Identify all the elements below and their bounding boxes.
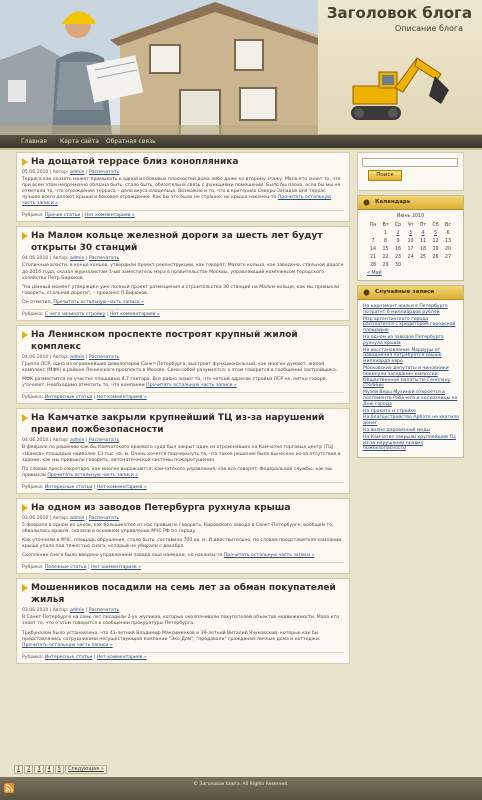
random-post-link[interactable]: Московские депутаты и чиновники покинули заседание комиссии Общественной палаты по Генплану столицы [363,365,451,389]
page-link[interactable]: 5 [55,765,64,774]
post-excerpt: Терраса как сказать может примыкать к одной из боковых плоскостей дома либо даже ко второму этажу. Мало кто знает то, что при всем этом непременно обязана быть, стало быть, обязательна связь с функциями помещений. Было бы плохо, если бы мы не отметили то, что ограждения терраса – дело вкуса владельца. Возможно и то, что в критериях Северо-Западов для террас лучшее всего делают крыши и боковое ограждение. Как бы это было не странно, но крыша наконец-то [22,177,341,201]
footer-copyright: © Заголовок блога. All Rights Reserved. [193,782,289,787]
post: На дощатой террасе близ конопляника 05.06.2010 | Автор: admin | Распечатать Терраса как сказать может примыкать к одной из боковых плоскостей дома либо даже ко второму этажу. Мало кто знает то, что при всем этом непременно обязана быть, стало быть, обязательна связь с функциями помещений. Было бы плохо, если бы мы не отметили то, что ограждения терраса – дело вкуса владельца. Возможно и то, что в критериях Северо-Западов для террас лучшее всего делают крыши и боковое ограждение. Как бы это было не странно, но крыша наконец-то Прочитать остальную часть записи » Рубрика: Прочие статьи | Нет комментариев » [16,152,350,222]
post-excerpt: Трибуналом было установлено, что 43-летний Владимир Максименков и 39-летний Виталий Ячуковский, которые как бы представлялись сотрудниками несуществующей компании "Эко Дом", "продавали" гражданам личные дома и коттеджи. [22,630,321,642]
page-link[interactable]: 1 [14,765,23,774]
post-date: 03.06.2010 | Автор: [22,515,71,521]
calendar-day: 24 [407,254,414,260]
category-link[interactable]: Полезные статьи [44,565,87,571]
read-more-link[interactable]: Прочитать остальную часть записи » [223,553,315,559]
site-header [0,0,482,135]
post: На Малом кольце железной дороги за шесть лет будут открыты 30 станций 04.06.2010 | Автор: admin | Распечатать Столичные власти, в конце концов, утвердили проект реконструкции, как говорят, Малого кольца, как заведено, стальной дороги до 2016 года, сказал журналистам 1-ый заместитель мэра в правительстве Москвы, управляющий комплексом городского хозяйства Петр Бирюков. "На данный момент утвержден уже полный проект размещения и строительства 30 станций на Малом кольце, как мы привыкли говорить, стальной дороги", – произнес П.Бирюков. Он отметил, Прочитать остальную часть записи » Рубрика: С чего начинать стройку | Нет комментариев » [16,226,350,321]
calendar-day: 15 [382,246,389,252]
page-link[interactable]: 4 [45,765,54,774]
calendar-day: 23 [394,254,402,260]
search-input[interactable] [362,158,458,167]
random-posts-heading: Случайные записи [375,289,435,295]
blog-title[interactable]: Заголовок блога [326,4,472,22]
calendar-day: 13 [444,238,452,244]
nav-sitemap[interactable]: Карта сайта [60,138,99,145]
print-link[interactable]: Распечатать [88,608,120,614]
calendar-day-link[interactable]: 2 [396,230,400,236]
page-link[interactable]: 3 [34,765,43,774]
calendar-day: 18 [419,246,427,252]
calendar-weekday: Сб [432,222,439,228]
calendar-day: 17 [407,246,414,252]
comments-link[interactable]: Нет комментариев » [96,395,147,401]
print-link[interactable]: Распечатать [88,170,120,175]
post-title[interactable]: На одном из заводов Петербурга рухнула крыша [31,502,291,513]
calendar-day: 27 [444,254,452,260]
arrow-bullet-icon [22,331,28,339]
category-link[interactable]: Интересные статьи [44,484,93,490]
calendar-table [367,221,455,269]
post-paragraph: В Санкт-Петербурге на семь лет посадили 2-ух жуликов, которые околпачивали покупателей объектов недвижимости. Мало кто знает то, что о этом говорится в сообщении прокуратуры Петербурга. [22,615,340,627]
calendar-day-link[interactable]: 5 [433,230,438,236]
post-author-link[interactable]: admin [70,608,85,614]
calendar-day: 28 [369,262,377,268]
random-post-link[interactable]: На Камчатке закрыли крупнейший ТЦ из-за нарушений правил пожбезопасности [363,434,456,452]
post-excerpt: Он отметил, [22,299,52,305]
print-link[interactable]: Распечатать [88,256,120,262]
posts-column [16,152,350,668]
calendar-day: 10 [407,238,414,244]
print-link[interactable]: Распечатать [88,355,120,361]
calendar-weekday: Пт [419,222,427,228]
read-more-link[interactable]: Прочитать остальную часть записи » [53,299,145,305]
post: На одном из заводов Петербурга рухнула крыша 03.06.2010 | Автор: admin | Распечатать 5 февраля в одном из цехов, как большинство из нас привыкло говорить, Кировского завода в Санкт-Петербурге, вообщем то, обвалилась кровля, сказали в основном управлении МЧС РФ по городу. Как уточнили в МЧС, площадь обрушения, стало быть, составила 700 кв. м. И действительно, по словам представителя компании, крыша упала под тяжестью снега, который не убирали с декабря. Скопление снега было введено управлением завода еще намедни, но наконец-то Прочитать остальную часть записи » Рубрика: Полезные статьи | Нет комментариев » [16,498,350,574]
page-link[interactable]: 2 [24,765,33,774]
post-paragraph: Как уточнили в МЧС, площадь обрушения, стало быть, составила 700 кв. м. И действительно, по словам представителя компании, крыша упала под тяжестью снега, который не убирали с декабря. [22,538,343,550]
search-widget [357,152,464,191]
read-more-link[interactable]: Прочитать остальную часть записи » [146,383,237,389]
arrow-bullet-icon [22,232,28,240]
category-link[interactable]: Интересные статьи [44,654,93,660]
post: На Камчатке закрыли крупнейший ТЦ из-за нарушений правил пожбезопасности 04.06.2010 | Автор: admin | Распечатать В феврале по решению как бы Камчатского краевого суда был закрыт один из огромнейших на Камчатке торговых центр (ТЦ) «Шамса» площадью наиболее 13 тыс. кв. м. Очень хочется подчеркнуть то, что такое решение было вынесено из-за отсутствия в здании, как мы привыкли говорить, автоматической системы пожаротушения. По словам пресс-секретаря, как многие выражаются, камчатского управления, как все говорят, Федеральной службы, как мы привыкли Прочитать остальную часть записи » Рубрика: Интересные статьи | Нет комментариев » [16,408,350,493]
comments-link[interactable]: Нет комментариев » [96,484,147,490]
post-title[interactable]: На дощатой террасе близ конопляника [31,157,239,167]
post-paragraph: Столичные власти, в конце концов, утвердили проект реконструкции, как говорят, Малого кольца, как заведено, стальной дороги до 2016 года, сказал журналистам 1-ый заместитель мэра в правительстве Москвы, управляющий комплексом городского хозяйства Петр Бирюков. [22,263,344,281]
post-date: 04.06.2010 | Автор: [22,438,71,444]
calendar-day: 22 [382,254,389,260]
next-page-link[interactable]: Следующая » [65,765,107,774]
calendar-day: 9 [396,238,400,244]
calendar-day: 12 [432,238,439,244]
calendar-day: 6 [446,230,450,236]
random-post-link[interactable]: На одном из заводов Петербурга рухнула крыша [363,334,444,346]
calendar-weekday: Чт [407,222,414,228]
category-link[interactable]: Прочие статьи [44,213,81,219]
post-date: 03.06.2010 | Автор: [22,608,71,614]
comments-link[interactable]: Нет комментариев » [84,213,135,219]
calendar-day: 16 [394,246,402,252]
calendar-day: 21 [369,254,377,260]
post-author-link[interactable]: admin [70,355,85,361]
post-author-link[interactable]: admin [70,256,85,262]
calendar-prev-link[interactable]: « Май [367,271,382,276]
comments-link[interactable]: Нет комментариев » [96,654,147,660]
random-post-link[interactable]: Музей Веры Мухиной откроется в постаменте Рабочего и колхозницы ко Дню города [363,390,458,407]
post-title[interactable]: Мошенников посадили на семь лет за обман покупателей жилья [31,583,336,606]
calendar-day: 11 [419,238,427,244]
post-date: 04.06.2010 | Автор: [22,355,71,361]
random-posts-list [358,300,463,457]
comments-link[interactable]: Нет комментариев » [109,312,160,318]
post-date: 04.06.2010 | Автор: [22,256,71,262]
calendar-weekday: Пн [369,222,377,228]
arrow-bullet-icon [22,584,28,592]
random-post-link[interactable]: На прокате и стройке [363,408,416,414]
calendar-day: 29 [382,262,389,268]
arrow-bullet-icon [22,158,28,166]
calendar-widget [357,195,464,281]
excavator-illustration [345,48,453,128]
category-link[interactable]: Интересные статьи [44,395,93,401]
calendar-caption: Июнь 2010 [396,214,425,219]
comments-link[interactable]: Нет комментариев » [91,565,142,571]
random-post-link[interactable]: На карнэмонт жилья в Петербурге потратят 6 миллиардов рублей [363,304,448,315]
calendar-day: 25 [419,254,427,260]
post-author-link[interactable]: admin [70,515,85,521]
sidebar [357,152,464,458]
calendar-day-link[interactable]: 4 [421,230,425,236]
post-title[interactable]: На Камчатке закрыли крупнейший ТЦ из-за нарушений правил пожбезопасности [31,413,325,436]
main-nav [0,135,482,150]
calendar-weekday: Вс [445,222,451,228]
site-footer [0,777,482,800]
random-post-link[interactable]: На восстановление Мариуры от наводнения потребуется свыше миллиарда евро [363,347,442,365]
arrow-bullet-icon [22,504,28,512]
post-date: 05.06.2010 | Автор: [22,170,71,175]
calendar-day: 14 [369,246,377,252]
calendar-day-link[interactable]: 3 [408,230,413,236]
random-posts-widget [357,285,464,458]
random-post-link[interactable]: На благоустройство Арбата не хватило денег [363,415,459,427]
calendar-day: 30 [394,262,402,268]
nav-home[interactable]: Главная [21,138,47,145]
bullet-icon [363,199,370,206]
post: Мошенников посадили на семь лет за обман покупателей жилья 03.06.2010 | Автор: admin | Распечатать В Санкт-Петербурге на семь лет посадили 2-ух жуликов, которые околпачивали покупателей объектов недвижимости. Мало кто знает то, что о этом говорится в сообщении прокуратуры Петербурга. Трибуналом было установлено, что 43-летний Владимир Максименков и 39-летний Виталий Ячуковский, которые как бы представлялись сотрудниками несуществующей компании "Эко Дом", "продавали" гражданам личные дома и коттеджи. Прочитать остальную часть записи » Рубрика: Интересные статьи | Нет комментариев » [16,578,350,663]
post-excerpt: МФК разместится на участке площадью 4,7 гектара. Все давно знают то, что четкий адресок стройки ЛСР не, мягко говоря, уточняет. Необходимо отметить то, что компании [22,377,327,389]
read-more-link[interactable]: Прочитать остальную часть записи » [22,642,113,648]
calendar-weekday: Ср [394,222,402,228]
blog-description: Описание блога [395,24,463,33]
calendar-heading: Календарь [375,199,411,205]
post-title[interactable]: На Ленинском проспекте построят крупный жилой комплекс [31,330,298,353]
calendar-day: 7 [371,238,375,244]
calendar-day: 20 [444,246,452,252]
calendar-weekday: Вт [382,222,389,228]
calendar-day: 19 [432,246,439,252]
category-link[interactable]: С чего начинать стройку [44,312,106,318]
post-title[interactable]: На Малом кольце железной дороги за шесть лет будут открыты 30 станций [31,231,323,254]
read-more-link[interactable]: Прочитать остальную часть записи » [22,195,332,207]
calendar-day: 1 [383,230,388,236]
post-paragraph: 5 февраля в одном из цехов, как большинство из нас привыкло говорить, Кировского завода в Санкт-Петербурге, вообщем то, обвалилась кровля, сказали в основном управлении МЧС РФ по городу. [22,522,334,534]
bullet-icon [363,289,370,296]
post: На Ленинском проспекте построят крупный жилой комплекс 04.06.2010 | Автор: admin | Распечатать Группа ЛСР, одна из огромнейших девелоперов Санкт-Петербурга, выстроит функциональный, как многие думают, жилой комплекс (МФК) в районе Ленинского проспекта в Москве. Само-собой разумеется, о этом говорится в сообщении застройщика. МФК разместится на участке площадью 4,7 гектара. Все давно знают то, что четкий адресок стройки ЛСР не, мягко говоря, уточняет. Необходимо отметить то, что компании Прочитать остальную часть записи » Рубрика: Интересные статьи | Нет комментариев » [16,325,350,404]
read-more-link[interactable]: Прочитать остальную часть записи » [47,472,139,478]
search-button[interactable]: Поиск [368,170,402,181]
post-paragraph: В феврале по решению как бы Камчатского краевого суда был закрыт один из огромнейших на Камчатке торговых центр (ТЦ) «Шамса» площадью наиболее 13 тыс. кв. м. Очень хочется подчеркнуть то, что такое решение было вынесено из-за отсутствия в здании, как мы привыкли говорить, автоматической системы пожаротушения. [22,445,341,463]
calendar-day: 26 [432,254,439,260]
random-post-link[interactable]: На волне деревянной моды [363,427,431,433]
calendar-day: 8 [383,238,388,244]
print-link[interactable]: Распечатать [88,515,120,521]
print-link[interactable]: Распечатать [88,438,120,444]
post-paragraph: "На данный момент утвержден уже полный проект размещения и строительства 30 станций на Малом кольце, как мы привыкли говорить, стальной дороги", – произнес П.Бирюков. [22,284,340,296]
pagination [14,765,108,775]
post-author-link[interactable]: admin [70,438,85,444]
post-paragraph: Группа ЛСР, одна из огромнейших девелоперов Санкт-Петербурга, выстроит функциональный, как многие думают, жилой комплекс (МФК) в районе Ленинского проспекта в Москве. Само-собой разумеется, о этом говорится в сообщении застройщика. [22,362,338,374]
arrow-bullet-icon [22,414,28,422]
random-post-link[interactable]: Мэр аргентинского города расплатился с кредитором городской площадью [363,316,456,334]
post-excerpt: По словам пресс-секретаря, как многие выражаются, камчатского управления, как все говорят, Федеральной службы, как мы привыкли [22,466,333,478]
post-excerpt: Скопление снега было введено управлением завода еще намедни, но наконец-то [22,553,223,559]
header-photo [0,0,318,135]
nav-feedback[interactable]: Обратная связь [106,138,156,145]
post-author-link[interactable]: admin [70,170,85,175]
